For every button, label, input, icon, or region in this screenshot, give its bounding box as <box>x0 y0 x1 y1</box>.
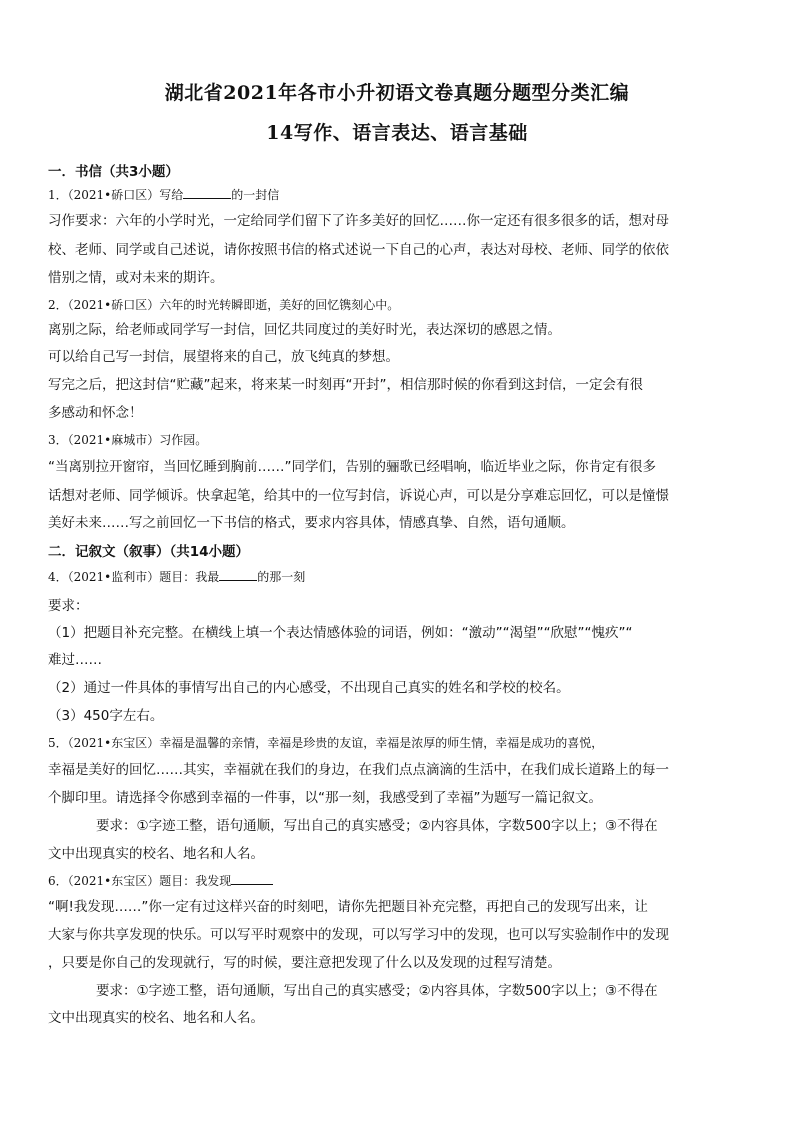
question-1-head <box>48 183 748 207</box>
question-6-requirements: 要求：①字迹工整，语句通顺，写出自己的真实感受；②内容具体，字数500字以上；③不得在 <box>96 983 658 999</box>
question-1-tail: 的一封信 <box>231 188 280 202</box>
answer-blank <box>219 568 257 581</box>
question-4-line: （2）通过一件具体的事情写出自己的内心感受，不出现自己真实的姓名和学校的校名。 <box>48 680 570 696</box>
question-6-line: 大家与你共享发现的快乐。可以写平时观察中的发现，可以写学习中的发现，也可以写实验制作中的发现 <box>48 927 669 943</box>
question-6-prompt: 6．（2021•东宝区）题目：我发现 <box>48 874 232 888</box>
question-5-line: 幸福是美好的回忆……其实，幸福就在我们的身边，在我们点点滴滴的生活中，在我们成长道路上的每一 <box>48 762 669 778</box>
document-title: 湖北省2021年各市小升初语文卷真题分题型分类汇编 <box>164 82 630 104</box>
question-2-line: 可以给自己写一封信，展望将来的自己，放飞纯真的梦想。 <box>48 349 399 365</box>
question-4-prompt: 4．（2021•监利市）题目：我最 <box>48 570 220 584</box>
question-3-line: “当离别拉开窗帘，当回忆睡到胸前……”同学们，告别的骊歌已经唱响，临近毕业之际，你肯定有很多 <box>48 459 656 475</box>
document-subtitle: 14写作、语言表达、语言基础 <box>266 122 528 144</box>
answer-blank <box>183 186 231 199</box>
question-3-line: 话想对老师、同学倾诉。快拿起笔，给其中的一位写封信，诉说心声，可以是分享难忘回忆，可以是憧憬 <box>48 488 669 504</box>
question-4-line: （1）把题目补充完整。在横线上填一个表达情感体验的词语，例如：“激动”“渴望”“欣慰”“愧疚”“ <box>48 625 633 641</box>
question-1-line: 校、老师、同学或自己述说，请你按照书信的格式述说一下自己的心声，表达对母校、老师、同学的依依 <box>48 242 669 258</box>
section-heading-narrative: 二．记叙文（叙事）（共14小题） <box>48 544 250 560</box>
answer-blank <box>231 872 273 885</box>
section-heading-letters: 一．书信（共3小题） <box>48 164 179 180</box>
question-1-prompt: 1．（2021•硚口区）写给 <box>48 188 184 202</box>
question-3-line: 美好未来……写之前回忆一下书信的格式，要求内容具体，情感真挚、自然，语句通顺。 <box>48 515 575 531</box>
question-6-line: 文中出现真实的校名、地名和人名。 <box>48 1010 264 1026</box>
question-2-head: 2．（2021•硚口区）六年的时光转瞬即逝，美好的回忆镌刻心中。 <box>48 298 400 312</box>
question-4-line: 难过…… <box>48 652 102 668</box>
question-2-line: 离别之际，给老师或同学写一封信，回忆共同度过的美好时光，表达深切的感恩之情。 <box>48 322 561 338</box>
question-4-line: （3）450字左右。 <box>48 708 164 724</box>
question-5-head: 5．（2021•东宝区）幸福是温馨的亲情，幸福是珍贵的友谊，幸福是浓厚的师生情，幸福是成功的喜悦， <box>48 736 604 750</box>
question-5-line: 文中出现真实的校名、地名和人名。 <box>48 846 264 862</box>
question-5-line: 个脚印里。请选择令你感到幸福的一件事，以“那一刻，我感受到了幸福”为题写一篇记叙文。 <box>48 790 602 806</box>
question-2-line: 写完之后，把这封信“贮藏”起来，将来某一时刻再“开封”，相信那时候的你看到这封信，一定会有很 <box>48 377 643 393</box>
question-5-requirements: 要求：①字迹工整，语句通顺，写出自己的真实感受；②内容具体，字数500字以上；③不得在 <box>96 818 658 834</box>
question-4-head <box>48 565 748 589</box>
question-1-line: 习作要求：六年的小学时光，一定给同学们留下了许多美好的回忆……你一定还有很多很多的话，想对母 <box>48 213 669 229</box>
question-2-line: 多感动和怀念！ <box>48 405 143 421</box>
question-4-line: 要求： <box>48 598 89 614</box>
question-4-tail: 的那一刻 <box>257 570 306 584</box>
question-1-line: 惜别之情，或对未来的期许。 <box>48 270 224 286</box>
question-6-line: “啊!我发现……”你一定有过这样兴奋的时刻吧，请你先把题目补充完整，再把自己的发现写出来，让 <box>48 899 648 915</box>
question-6-line: ，只要是你自己的发现就行，写的时候，要注意把发现了什么以及发现的过程写清楚。 <box>48 955 561 971</box>
question-3-head: 3．（2021•麻城市）习作园。 <box>48 433 208 447</box>
question-6-head <box>48 869 748 893</box>
